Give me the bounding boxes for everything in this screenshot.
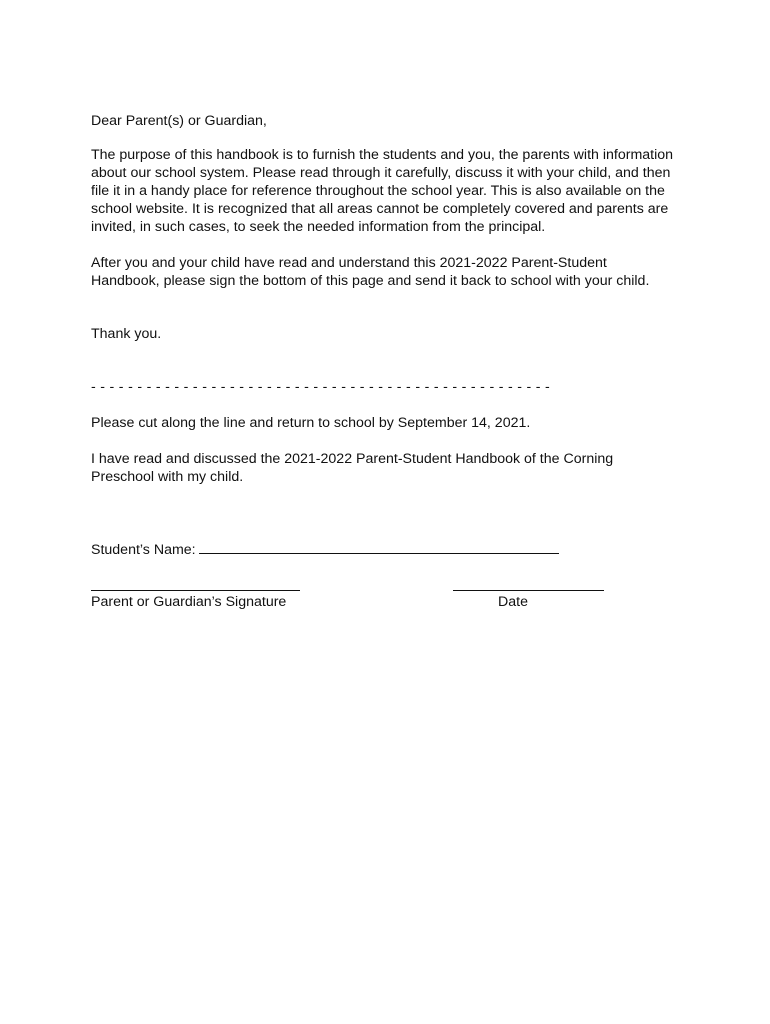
paragraph-line: about our school system. Please read through it carefully, discuss it with your child, and then <box>91 165 671 181</box>
paragraph-line: school website. It is recognized that all areas cannot be completely covered and parents are <box>91 201 669 217</box>
acknowledgement-line: I have read and discussed the 2021-2022 Parent-Student Handbook of the Corning <box>91 451 614 467</box>
return-instruction: Please cut along the line and return to school by September 14, 2021. <box>91 415 531 431</box>
cut-line: - - - - - - - - - - - - - - - - - - - - - - - - - - - - - - - - - - - - - - - - - - - - - - - - - - <box>91 379 551 395</box>
date-label: Date <box>498 594 528 610</box>
date-field[interactable] <box>453 590 604 591</box>
paragraph-line: file it in a handy place for reference throughout the school year. This is also available on the <box>91 183 665 199</box>
letter-greeting: Dear Parent(s) or Guardian, <box>91 113 267 129</box>
student-name-label: Student’s Name: <box>91 542 196 558</box>
paragraph-line: After you and your child have read and understand this 2021-2022 Parent-Student <box>91 255 607 271</box>
acknowledgement-line: Preschool with my child. <box>91 469 244 485</box>
paragraph-line: The purpose of this handbook is to furnish the students and you, the parents with information <box>91 147 674 163</box>
letter-paragraph-instructions <box>91 254 731 290</box>
signature-field[interactable] <box>91 590 300 591</box>
student-name-field[interactable] <box>199 539 559 554</box>
paragraph-line: invited, in such cases, to seek the needed information from the principal. <box>91 219 546 235</box>
letter-closing: Thank you. <box>91 326 162 342</box>
student-name-row <box>91 539 559 559</box>
acknowledgement-statement <box>91 450 731 486</box>
letter-paragraph-purpose <box>91 146 731 236</box>
signature-label: Parent or Guardian’s Signature <box>91 594 287 610</box>
paragraph-line: Handbook, please sign the bottom of this page and send it back to school with your child. <box>91 273 650 289</box>
